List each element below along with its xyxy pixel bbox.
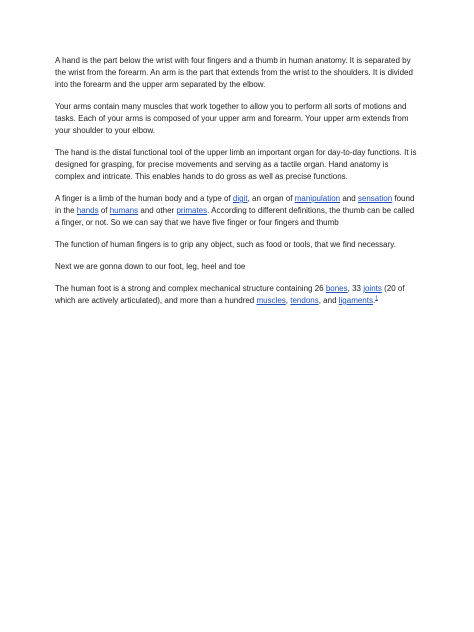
text-segment: and [340, 194, 358, 203]
link-hands[interactable]: hands [76, 206, 99, 215]
paragraph-next: Next we are gonna down to our foot, leg, heel and toe [55, 262, 246, 271]
link-bones[interactable]: bones [325, 284, 348, 293]
footnote-reference[interactable]: 1 [375, 295, 378, 302]
paragraph-finger [55, 193, 417, 229]
link-digit[interactable]: digit [232, 194, 248, 203]
text-segment: (20 of which are actively articulated), and more than a hundred [55, 284, 405, 305]
link-muscles[interactable]: muscles [256, 296, 286, 305]
link-ligaments[interactable]: ligaments [338, 296, 373, 305]
text-segment: A finger is a limb of the human body and a type of [55, 194, 233, 203]
link-primates[interactable]: primates [176, 206, 208, 215]
link-joints[interactable]: joints [363, 284, 382, 293]
link-sensation[interactable]: sensation [357, 194, 393, 203]
link-manipulation[interactable]: manipulation [294, 194, 341, 203]
text-segment: found in the [55, 194, 415, 215]
text-segment: The human foot is a strong and complex mechanical structure containing 26 [55, 284, 326, 293]
paragraph-foot [55, 283, 417, 307]
text-segment: . [372, 296, 376, 305]
paragraph-arms: Your arms contain many muscles that work together to allow you to perform all sorts of motions and tasks. Each of your arms is composed of your upper arm and forearm. Your upper arm extends from your shoulder to your elbow. [55, 102, 409, 135]
text-segment: , 33 [347, 284, 364, 293]
link-humans[interactable]: humans [109, 206, 139, 215]
paragraph-hand: A hand is the part below the wrist with four fingers and a thumb in human anatomy. It is separated by the wrist from the forearm. An arm is the part that extends from the wrist to the shoulders. It is divided into the forearm and the upper arm separated by the elbow. [55, 56, 413, 89]
paragraph-finger-function: The function of human fingers is to grip any object, such as food or tools, that we find necessary. [55, 240, 396, 249]
text-segment: , [285, 296, 291, 305]
document-body [55, 55, 417, 317]
link-tendons[interactable]: tendons [290, 296, 319, 305]
text-segment: and other [138, 206, 177, 215]
text-segment: , an organ of [247, 194, 295, 203]
paragraph-hand-function: The hand is the distal functional tool of the upper limb an important organ for day-to-day functions. It is designed for grasping, for precise movements and serving as a tactile organ. Hand anatomy is complex and intricate. This enables hands to do gross as well as precise functions. [55, 148, 417, 181]
text-segment: . According to different definitions, the thumb can be called a finger, or not. So we can say that we have five finger or four fingers and thumb [55, 206, 415, 227]
text-segment: of [98, 206, 110, 215]
text-segment: , and [318, 296, 339, 305]
